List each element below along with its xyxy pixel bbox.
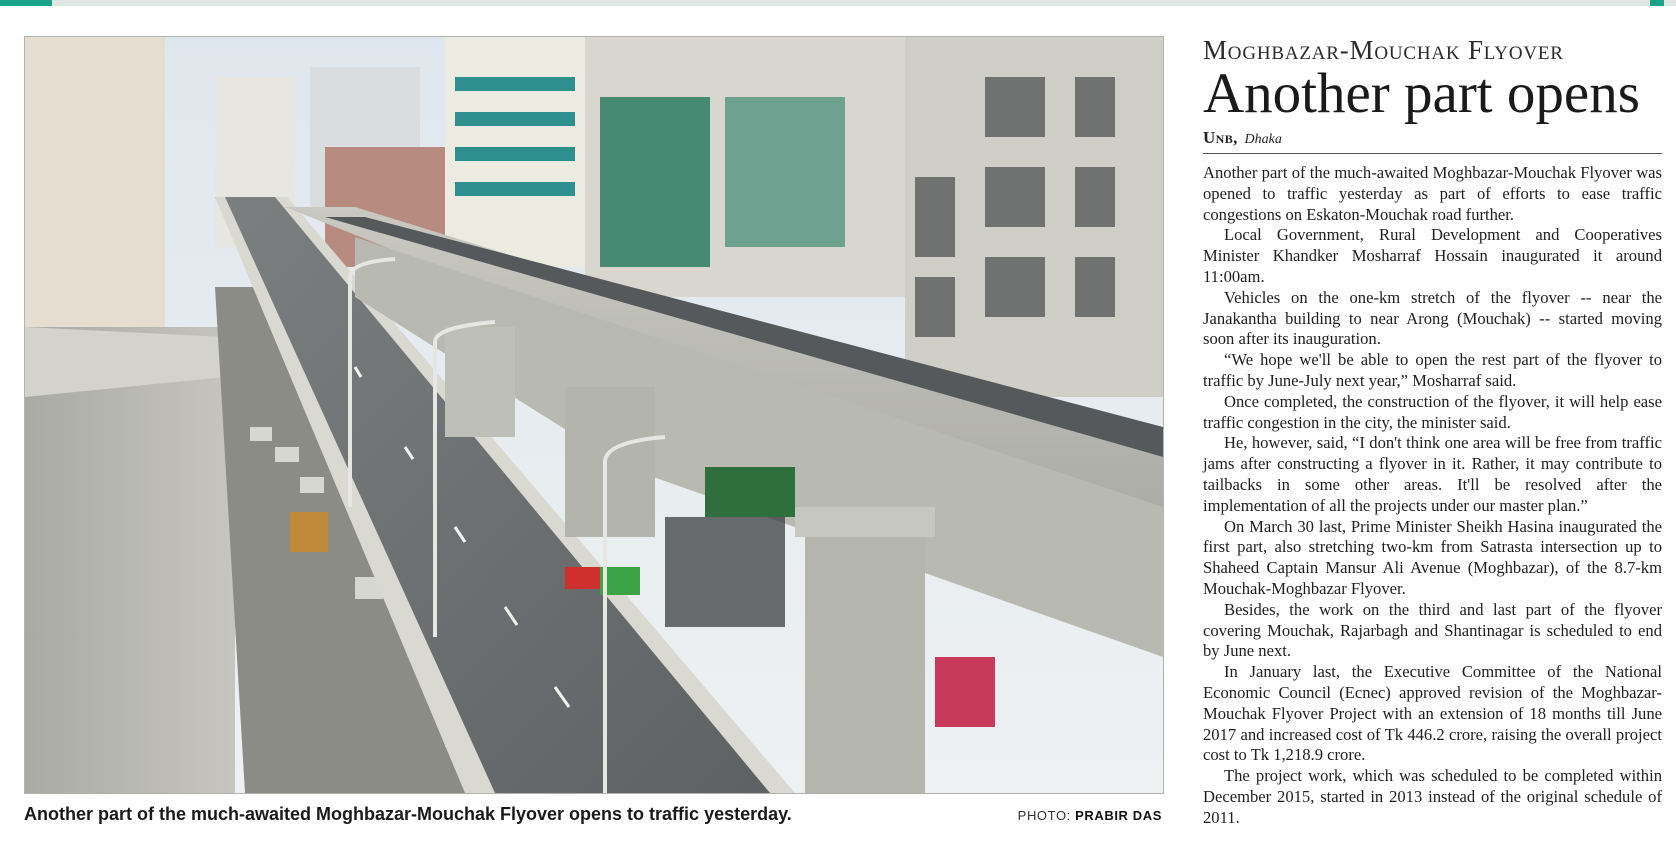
photo-credit-name: PRABIR DAS	[1075, 808, 1162, 823]
article-paragraph: Vehicles on the one-km stretch of the flyover -- near the Janakantha building to near Arong (Mouchak) -- started moving soon after its inauguration.	[1203, 287, 1662, 349]
article-paragraph: In January last, the Executive Committee of the National Economic Council (Ecnec) approved revision of the Moghbazar-Mouchak Flyover Project with an extension of 18 months till June 2017 and increased cost of Tk 446.2 crore, raising the overall project cost to Tk 1,218.9 crore.	[1203, 662, 1662, 765]
byline-place: Dhaka	[1244, 132, 1282, 147]
article-paragraph: The project work, which was scheduled to be completed within December 2015, started in 2013 instead of the original schedule of 2011.	[1203, 766, 1662, 827]
byline-agency: Unb,	[1203, 128, 1238, 147]
top-rule	[0, 0, 1676, 6]
top-rule-accent-left	[0, 0, 52, 6]
pillar-2	[565, 387, 655, 537]
truck	[290, 512, 328, 552]
article-paragraph: He, however, said, “I don't think one area will be free from traffic jams after constructing a flyover in it. Rather, it may contribute to tailbacks in some other areas. It'll be resolved after the implementation of all the projects under our master plan.”	[1203, 433, 1662, 515]
flyover-photo-illustration	[25, 37, 1163, 793]
shop-sign-pink	[935, 657, 995, 727]
glass-facade	[600, 97, 710, 267]
photo-credit-prefix: PHOTO:	[1017, 808, 1071, 823]
pillar-1	[445, 327, 515, 437]
article-headline: Another part opens	[1203, 62, 1640, 125]
article-paragraph: “We hope we'll be able to open the rest part of the flyover to traffic by June-July next year,” Mosharraf said.	[1203, 350, 1662, 390]
top-rule-accent-right	[1650, 0, 1664, 6]
foreground-wall	[25, 327, 235, 793]
photo-caption-row	[24, 804, 1162, 832]
photo-credit	[1018, 808, 1162, 823]
article-kicker: Moghbazar-Mouchak Flyover	[1203, 35, 1564, 65]
article	[1203, 34, 1662, 829]
building-left	[25, 37, 165, 337]
article-body	[1203, 163, 1662, 829]
byline	[1203, 129, 1662, 154]
article-paragraph: Once completed, the construction of the flyover, it will help ease traffic congestion in the city, the minister said.	[1203, 391, 1662, 432]
shop-sign-green	[705, 467, 795, 517]
news-photo	[24, 36, 1164, 794]
article-paragraph: On March 30 last, Prime Minister Sheikh Hasina inaugurated the first part, also stretching two-km from Satrasta intersection up to Shaheed Captain Mansur Ali Avenue (Moghbazar), of the 8.7-km Mouchak-Moghbazar Flyover.	[1203, 516, 1662, 598]
article-paragraph: Besides, the work on the third and last part of the flyover covering Mouchak, Rajarbagh and Shantinagar is scheduled to end by June next.	[1203, 599, 1662, 661]
article-paragraph: Another part of the much-awaited Moghbazar-Mouchak Flyover was opened to traffic yesterday as part of efforts to ease traffic congestions on Eskaton-Mouchak road further.	[1203, 163, 1662, 224]
pillar-3	[805, 517, 925, 793]
photo-caption: Another part of the much-awaited Moghbazar-Mouchak Flyover opens to traffic yesterday.	[24, 804, 792, 824]
article-paragraph: Local Government, Rural Development and Cooperatives Minister Khandker Mosharraf Hossain inaugurated it around 11:00am.	[1203, 225, 1662, 286]
